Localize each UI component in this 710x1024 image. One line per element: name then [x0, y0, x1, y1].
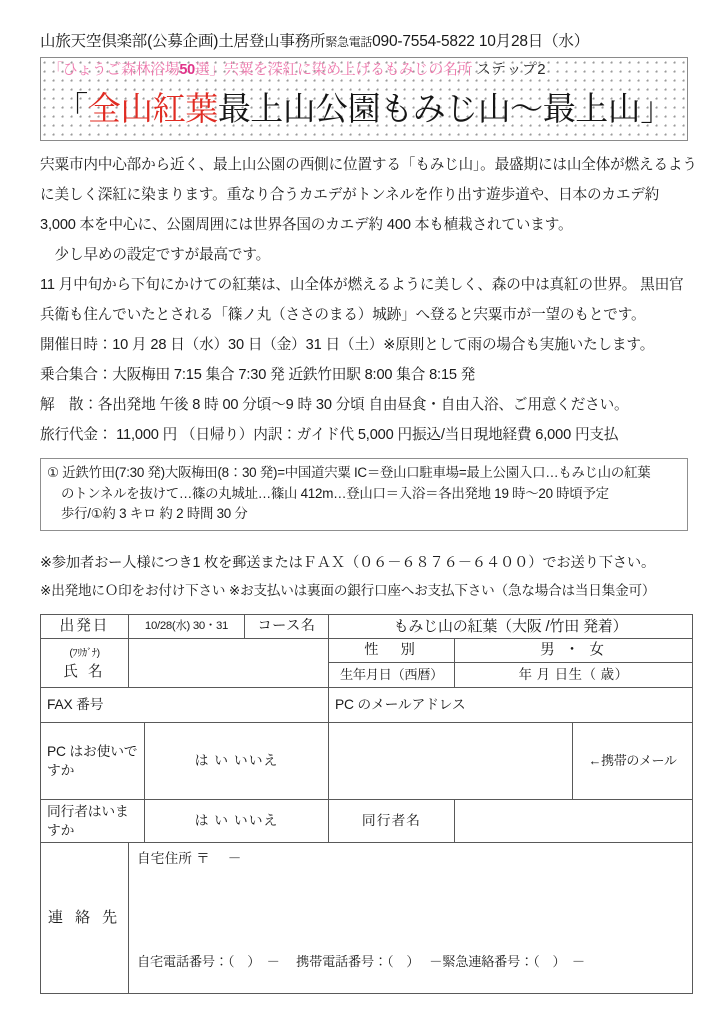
- name-input-cell[interactable]: [129, 638, 329, 687]
- companion-name-value[interactable]: [455, 799, 693, 842]
- course-name-label: コース名: [245, 614, 329, 638]
- companion-value[interactable]: は い いいえ: [145, 799, 329, 842]
- title-banner: [40, 57, 688, 141]
- season-line-1: 11 月中旬から下旬にかけての紅葉は、山全体が燃えるように美しく、森の中は真紅の世界。 黒田官: [40, 277, 684, 293]
- application-notes: [40, 549, 688, 605]
- subtitle-step: ステップ2: [475, 61, 546, 78]
- dismiss-line: 解 散：各出発地 午後 8 時 00 分頃～9 時 30 分頃 自由昼食・自由入浴、ご用意ください。: [40, 397, 629, 413]
- intro-line-3: 3,000 本を中心に、公園周囲には世界各国のカエデ約 400 本も植栽されています。: [40, 217, 573, 233]
- org-header-line: [40, 32, 688, 52]
- furigana-label: (ﾌﾘｶﾞﾅ): [69, 646, 100, 659]
- sex-value[interactable]: 男 ・ 女: [455, 638, 693, 663]
- note-line-2: ※出発地にＯ印をお付け下さい ※お支払いは裏面の銀行口座へお支払下さい（急な場合は当日集金可）: [40, 582, 656, 598]
- emergency-phone-number: 090-7554-5822: [372, 33, 475, 50]
- title-bracket-close: 」: [640, 92, 673, 128]
- banner-main-title: [41, 86, 687, 134]
- contact-detail-cell[interactable]: [129, 842, 693, 993]
- intro-note: 少し早めの設定ですが最高です。: [54, 247, 271, 263]
- itinerary-box: [40, 458, 688, 531]
- emergency-phone-label: 緊急電話: [325, 35, 373, 49]
- companion-label: 同行者はいますか: [41, 799, 145, 842]
- title-rest: 最上山公園もみじ山～最上山: [217, 92, 641, 128]
- subtitle-number: 50: [179, 62, 195, 78]
- dob-label: 生年月日（西暦）: [329, 663, 455, 688]
- header-date: 10月28日（水）: [478, 33, 589, 50]
- table-row-depart: [41, 614, 693, 638]
- fax-number-label[interactable]: FAX 番号: [41, 687, 329, 722]
- depart-date-value[interactable]: 10/28(水) 30・31: [129, 614, 245, 638]
- note-line-1: ※参加者おー人様につき1 枚を郵送またはＦＡＸ（０６－６８７６－６４００）でお送り下さい。: [40, 554, 656, 571]
- title-highlight: 全山紅葉: [87, 92, 218, 128]
- dob-value[interactable]: 年 月 日生（ 歳）: [455, 663, 693, 688]
- subtitle-middle: 選」宍粟を深紅に染め上げるもみじの名所: [194, 61, 473, 78]
- itinerary-line-3: 歩行/①約 3 キロ 約 2 時間 30 分: [61, 506, 248, 521]
- mobile-mail-note: ←携帯のメール: [573, 722, 693, 799]
- home-address-label: 自宅住所 〒 －: [137, 850, 242, 866]
- intro-line-1: 宍粟市内中心部から近く、最上山公園の西側に位置する「もみじ山」。最盛期には山全体が燃えるよう: [40, 157, 697, 173]
- pc-use-label: PC はお使いですか: [41, 722, 145, 799]
- name-label-cell: [41, 638, 129, 687]
- itinerary-line-2: のトンネルを抜けて…篠の丸城址…篠山 412m…登山口＝入浴＝各出発地 19 時～20 時頃予定: [61, 485, 609, 501]
- contact-label: 連 絡 先: [41, 842, 129, 993]
- pc-mail-label[interactable]: PC のメールアドレス: [329, 687, 693, 722]
- meeting-line: 乗合集合：大阪梅田 7:15 集合 7:30 発 近鉄竹田駅 8:00 集合 8:15 発: [40, 367, 476, 383]
- course-name-value: もみじ山の紅葉（大阪 /竹田 発着）: [329, 614, 693, 638]
- table-row-companion: [41, 799, 693, 842]
- org-name: 山旅天空倶楽部(公募企画)土居登山事務所: [40, 33, 326, 50]
- table-row-contact: [41, 842, 693, 993]
- depart-date-label: 出発日: [41, 614, 129, 638]
- subtitle-prefix: 「ひょうご森林浴場: [48, 61, 180, 78]
- table-row-name-sex: [41, 638, 693, 663]
- banner-subtitle: [48, 60, 683, 80]
- intro-line-2: に美しく深紅に染まります。重なり合うカエデがトンネルを作り出す遊歩道や、日本のカエデ約: [40, 187, 660, 203]
- companion-name-label: 同行者名: [329, 799, 455, 842]
- title-bracket-open: 「: [55, 92, 88, 128]
- schedule-line: 開催日時：10 月 28 日（水）30 日（金）31 日（土）※原則として雨の場合も実施いたします。: [40, 337, 655, 353]
- body-copy: [40, 150, 697, 450]
- itinerary-line-1: ① 近鉄竹田(7:30 発)大阪梅田(8：30 発)=中国道宍粟 IC＝登山口駐車場=最上公園入口…もみじ山の紅葉: [47, 465, 651, 480]
- application-form-table: [40, 614, 693, 994]
- table-row-fax-mail: [41, 687, 693, 722]
- phone-numbers-label: 自宅電話番号：（ ） － 携帯電話番号：（ ） －緊急連絡番号：（ ） －: [137, 953, 585, 969]
- fee-line: 旅行代金： 11,000 円 （日帰り）内訳：ガイド代 5,000 円振込/当日現地経費 6,000 円支払: [40, 427, 619, 443]
- pc-mail-input[interactable]: [329, 722, 573, 799]
- pc-use-value[interactable]: は い いいえ: [145, 722, 329, 799]
- season-line-2: 兵衛も住んでいたとされる「篠ノ丸（ささのまる）城跡」へ登ると宍粟市が一望のもとです。: [40, 307, 646, 323]
- table-row-pc-use: [41, 722, 693, 799]
- sex-label: 性 別: [329, 638, 455, 663]
- name-label: 氏 名: [63, 663, 106, 680]
